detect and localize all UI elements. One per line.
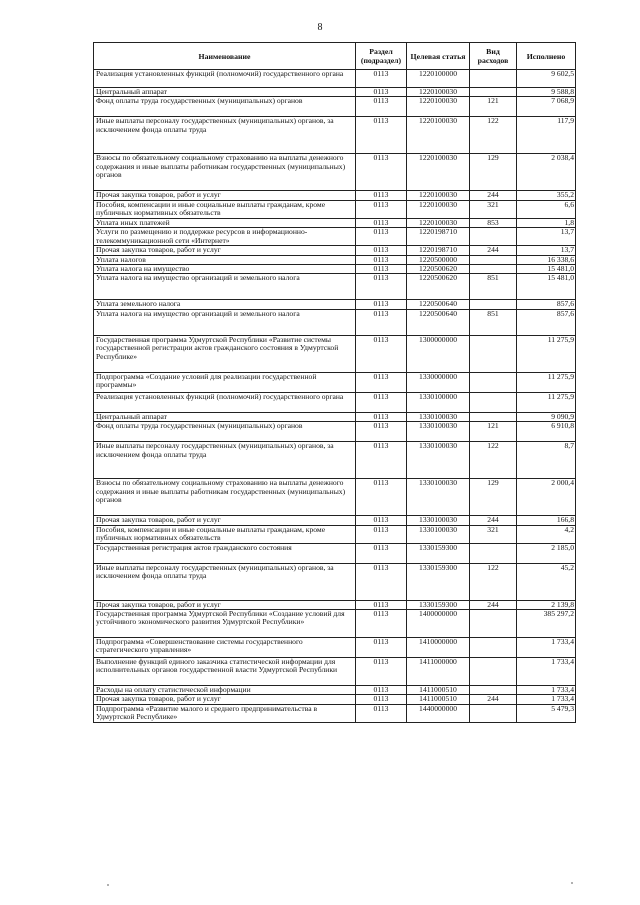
row-name: Подпрограмма «Развитие малого и среднего предпринимательства в Удмуртской Республике» xyxy=(94,704,356,722)
row-type xyxy=(470,686,517,695)
row-name: Прочая закупка товаров, работ и услуг xyxy=(94,600,356,609)
row-section: 0113 xyxy=(356,686,407,695)
row-amount: 9 588,8 xyxy=(517,88,576,97)
row-section: 0113 xyxy=(356,638,407,658)
table-row xyxy=(94,422,576,442)
row-article: 1440000000 xyxy=(407,704,470,722)
row-section: 0113 xyxy=(356,543,407,563)
row-article: 1330100000 xyxy=(407,392,470,412)
row-name: Прочая закупка товаров, работ и услуг xyxy=(94,516,356,525)
row-type: 122 xyxy=(470,563,517,600)
row-section: 0113 xyxy=(356,255,407,264)
row-article: 1220198710 xyxy=(407,246,470,255)
row-amount: 13,7 xyxy=(517,228,576,246)
row-section: 0113 xyxy=(356,392,407,412)
row-amount: 5 479,3 xyxy=(517,704,576,722)
table-row xyxy=(94,335,576,372)
row-section: 0113 xyxy=(356,658,407,686)
row-article: 1410000000 xyxy=(407,638,470,658)
row-type xyxy=(470,638,517,658)
row-article: 1220100030 xyxy=(407,191,470,200)
row-section: 0113 xyxy=(356,335,407,372)
row-type xyxy=(470,392,517,412)
page-number: 8 xyxy=(317,22,323,33)
table-row xyxy=(94,479,576,516)
row-name: Подпрограмма «Создание условий для реализации государственной программы» xyxy=(94,372,356,392)
table-row xyxy=(94,695,576,704)
row-type xyxy=(470,412,517,421)
row-amount: 2 185,0 xyxy=(517,543,576,563)
row-article: 1220500640 xyxy=(407,300,470,309)
row-type xyxy=(470,88,517,97)
row-section: 0113 xyxy=(356,372,407,392)
row-name: Пособия, компенсации и иные социальные выплаты гражданам, кроме публичных нормативных обязательств xyxy=(94,200,356,218)
row-name: Пособия, компенсации и иные социальные выплаты гражданам, кроме публичных нормативных обязательств xyxy=(94,525,356,543)
header-amount: Исполнено xyxy=(517,43,576,70)
table-row xyxy=(94,563,576,600)
row-article: 1411000510 xyxy=(407,686,470,695)
table-row xyxy=(94,265,576,274)
row-article: 1220198710 xyxy=(407,228,470,246)
row-type: 853 xyxy=(470,218,517,227)
row-amount: 6 910,8 xyxy=(517,422,576,442)
table-row xyxy=(94,600,576,609)
row-name: Уплата налогов xyxy=(94,255,356,264)
row-name: Центральный аппарат xyxy=(94,412,356,421)
row-name: Прочая закупка товаров, работ и услуг xyxy=(94,191,356,200)
row-article: 1330100030 xyxy=(407,422,470,442)
row-section: 0113 xyxy=(356,218,407,227)
row-name: Уплата налога на имущество организаций и земельного налога xyxy=(94,309,356,335)
table-row xyxy=(94,412,576,421)
row-name: Уплата налога на имущество организаций и земельного налога xyxy=(94,274,356,300)
table-row xyxy=(94,638,576,658)
row-amount: 8,7 xyxy=(517,442,576,479)
row-amount: 385 297,2 xyxy=(517,610,576,638)
row-name: Реализация установленных функций (полномочий) государственного органа xyxy=(94,70,356,88)
header-name: Наименование xyxy=(94,43,356,70)
row-type xyxy=(470,543,517,563)
row-article: 1220100030 xyxy=(407,200,470,218)
table-row xyxy=(94,191,576,200)
row-name: Центральный аппарат xyxy=(94,88,356,97)
row-section: 0113 xyxy=(356,479,407,516)
row-amount: 6,6 xyxy=(517,200,576,218)
row-section: 0113 xyxy=(356,422,407,442)
row-name: Уплата налога на имущество xyxy=(94,265,356,274)
row-article: 1220100030 xyxy=(407,117,470,154)
row-type: 121 xyxy=(470,422,517,442)
row-amount: 166,8 xyxy=(517,516,576,525)
table-row xyxy=(94,309,576,335)
row-article: 1220100000 xyxy=(407,70,470,88)
row-section: 0113 xyxy=(356,228,407,246)
row-type xyxy=(470,372,517,392)
row-section: 0113 xyxy=(356,200,407,218)
row-name: Иные выплаты персоналу государственных (муниципальных) органов, за исключением фонда оплаты труда xyxy=(94,563,356,600)
row-name: Фонд оплаты труда государственных (муниципальных) органов xyxy=(94,422,356,442)
row-amount: 857,6 xyxy=(517,300,576,309)
table-row xyxy=(94,525,576,543)
row-name: Государственная регистрация актов гражданского состояния xyxy=(94,543,356,563)
row-name: Выполнение функций единого заказчика статистической информации для исполнительных органов государственной власти Удмуртской Республики xyxy=(94,658,356,686)
row-type: 244 xyxy=(470,246,517,255)
row-article: 1330000000 xyxy=(407,372,470,392)
row-type xyxy=(470,300,517,309)
row-amount: 7 068,9 xyxy=(517,97,576,117)
row-article: 1330159300 xyxy=(407,563,470,600)
row-section: 0113 xyxy=(356,695,407,704)
table-row xyxy=(94,117,576,154)
row-type: 122 xyxy=(470,442,517,479)
row-amount: 2 038,4 xyxy=(517,154,576,191)
row-section: 0113 xyxy=(356,309,407,335)
row-section: 0113 xyxy=(356,600,407,609)
table-row xyxy=(94,274,576,300)
row-section: 0113 xyxy=(356,70,407,88)
row-amount: 2 000,4 xyxy=(517,479,576,516)
table-row xyxy=(94,300,576,309)
row-section: 0113 xyxy=(356,274,407,300)
row-section: 0113 xyxy=(356,704,407,722)
row-section: 0113 xyxy=(356,191,407,200)
table-row xyxy=(94,70,576,88)
row-section: 0113 xyxy=(356,610,407,638)
row-name: Услуги по размещению и поддержке ресурсов в информационно-телекоммуникационной сети «Интернет» xyxy=(94,228,356,246)
row-amount: 1,8 xyxy=(517,218,576,227)
row-name: Прочая закупка товаров, работ и услуг xyxy=(94,246,356,255)
row-section: 0113 xyxy=(356,117,407,154)
row-article: 1220100030 xyxy=(407,154,470,191)
row-amount: 1 733,4 xyxy=(517,695,576,704)
row-type xyxy=(470,658,517,686)
row-article: 1300000000 xyxy=(407,335,470,372)
row-amount: 11 275,9 xyxy=(517,392,576,412)
row-section: 0113 xyxy=(356,265,407,274)
row-amount: 11 275,9 xyxy=(517,372,576,392)
row-article: 1400000000 xyxy=(407,610,470,638)
table-row xyxy=(94,392,576,412)
row-article: 1411000000 xyxy=(407,658,470,686)
row-type xyxy=(470,610,517,638)
row-type xyxy=(470,70,517,88)
row-section: 0113 xyxy=(356,442,407,479)
row-name: Иные выплаты персоналу государственных (муниципальных) органов, за исключением фонда оплаты труда xyxy=(94,442,356,479)
table-row xyxy=(94,154,576,191)
scan-speck xyxy=(571,882,573,884)
row-article: 1330159300 xyxy=(407,600,470,609)
table-row xyxy=(94,255,576,264)
row-type: 321 xyxy=(470,200,517,218)
row-amount: 4,2 xyxy=(517,525,576,543)
row-amount: 355,2 xyxy=(517,191,576,200)
row-article: 1330100030 xyxy=(407,442,470,479)
row-amount: 16 338,6 xyxy=(517,255,576,264)
header-article: Целевая статья xyxy=(407,43,470,70)
row-amount: 15 481,0 xyxy=(517,265,576,274)
row-type: 851 xyxy=(470,309,517,335)
table-row xyxy=(94,88,576,97)
table-row xyxy=(94,543,576,563)
row-section: 0113 xyxy=(356,563,407,600)
table-row xyxy=(94,658,576,686)
row-name: Подпрограмма «Совершенствование системы государственного стратегического управления» xyxy=(94,638,356,658)
row-amount: 11 275,9 xyxy=(517,335,576,372)
row-type: 244 xyxy=(470,695,517,704)
row-type xyxy=(470,228,517,246)
row-section: 0113 xyxy=(356,516,407,525)
row-type: 122 xyxy=(470,117,517,154)
table-body xyxy=(94,70,576,723)
row-amount: 2 139,8 xyxy=(517,600,576,609)
row-name: Прочая закупка товаров, работ и услуг xyxy=(94,695,356,704)
row-amount: 45,2 xyxy=(517,563,576,600)
table-row xyxy=(94,97,576,117)
row-section: 0113 xyxy=(356,525,407,543)
row-type xyxy=(470,265,517,274)
row-article: 1330100030 xyxy=(407,412,470,421)
row-article: 1220500000 xyxy=(407,255,470,264)
row-type xyxy=(470,335,517,372)
row-section: 0113 xyxy=(356,154,407,191)
row-section: 0113 xyxy=(356,300,407,309)
table-row xyxy=(94,610,576,638)
row-section: 0113 xyxy=(356,246,407,255)
row-article: 1330100030 xyxy=(407,479,470,516)
row-name: Государственная программа Удмуртской Республики «Развитие системы государственной регистрации актов гражданского состояния в Удмуртской Республике» xyxy=(94,335,356,372)
row-amount: 1 733,4 xyxy=(517,658,576,686)
row-type: 129 xyxy=(470,479,517,516)
row-article: 1220500620 xyxy=(407,265,470,274)
row-amount: 9 602,5 xyxy=(517,70,576,88)
header-type: Вид расходов xyxy=(470,43,517,70)
table-row xyxy=(94,704,576,722)
row-name: Уплата иных платежей xyxy=(94,218,356,227)
row-article: 1220500620 xyxy=(407,274,470,300)
table-row xyxy=(94,218,576,227)
table-row xyxy=(94,516,576,525)
row-article: 1220100030 xyxy=(407,88,470,97)
scan-speck xyxy=(107,884,109,886)
row-name: Государственная программа Удмуртской Республики «Создание условий для устойчивого экономического развития Удмуртской Республики» xyxy=(94,610,356,638)
table-row xyxy=(94,246,576,255)
row-amount: 9 090,9 xyxy=(517,412,576,421)
row-name: Расходы на оплату статистической информации xyxy=(94,686,356,695)
row-amount: 15 481,0 xyxy=(517,274,576,300)
table-row xyxy=(94,686,576,695)
row-amount: 857,6 xyxy=(517,309,576,335)
row-name: Реализация установленных функций (полномочий) государственного органа xyxy=(94,392,356,412)
row-type: 244 xyxy=(470,600,517,609)
row-name: Взносы по обязательному социальному страхованию на выплаты денежного содержания и иные выплаты работникам государственных (муниципальных) органов xyxy=(94,479,356,516)
row-name: Иные выплаты персоналу государственных (муниципальных) органов, за исключением фонда оплаты труда xyxy=(94,117,356,154)
row-name: Фонд оплаты труда государственных (муниципальных) органов xyxy=(94,97,356,117)
table-row xyxy=(94,200,576,218)
row-article: 1411000510 xyxy=(407,695,470,704)
header-section: Раздел (подраздел) xyxy=(356,43,407,70)
row-type: 129 xyxy=(470,154,517,191)
budget-table xyxy=(93,42,576,723)
row-type: 121 xyxy=(470,97,517,117)
table-row xyxy=(94,228,576,246)
row-amount: 117,9 xyxy=(517,117,576,154)
row-name: Уплата земельного налога xyxy=(94,300,356,309)
row-article: 1220500640 xyxy=(407,309,470,335)
row-article: 1220100030 xyxy=(407,97,470,117)
row-type: 851 xyxy=(470,274,517,300)
row-article: 1330100030 xyxy=(407,525,470,543)
row-amount: 1 733,4 xyxy=(517,686,576,695)
row-article: 1330159300 xyxy=(407,543,470,563)
row-article: 1330100030 xyxy=(407,516,470,525)
row-amount: 1 733,4 xyxy=(517,638,576,658)
row-section: 0113 xyxy=(356,412,407,421)
row-section: 0113 xyxy=(356,88,407,97)
row-type: 244 xyxy=(470,516,517,525)
table-row xyxy=(94,372,576,392)
row-name: Взносы по обязательному социальному страхованию на выплаты денежного содержания и иные выплаты работникам государственных (муниципальных) органов xyxy=(94,154,356,191)
row-type: 244 xyxy=(470,191,517,200)
row-type xyxy=(470,704,517,722)
table-header xyxy=(94,43,576,70)
row-amount: 13,7 xyxy=(517,246,576,255)
row-article: 1220100030 xyxy=(407,218,470,227)
row-section: 0113 xyxy=(356,97,407,117)
row-type xyxy=(470,255,517,264)
table-row xyxy=(94,442,576,479)
row-type: 321 xyxy=(470,525,517,543)
